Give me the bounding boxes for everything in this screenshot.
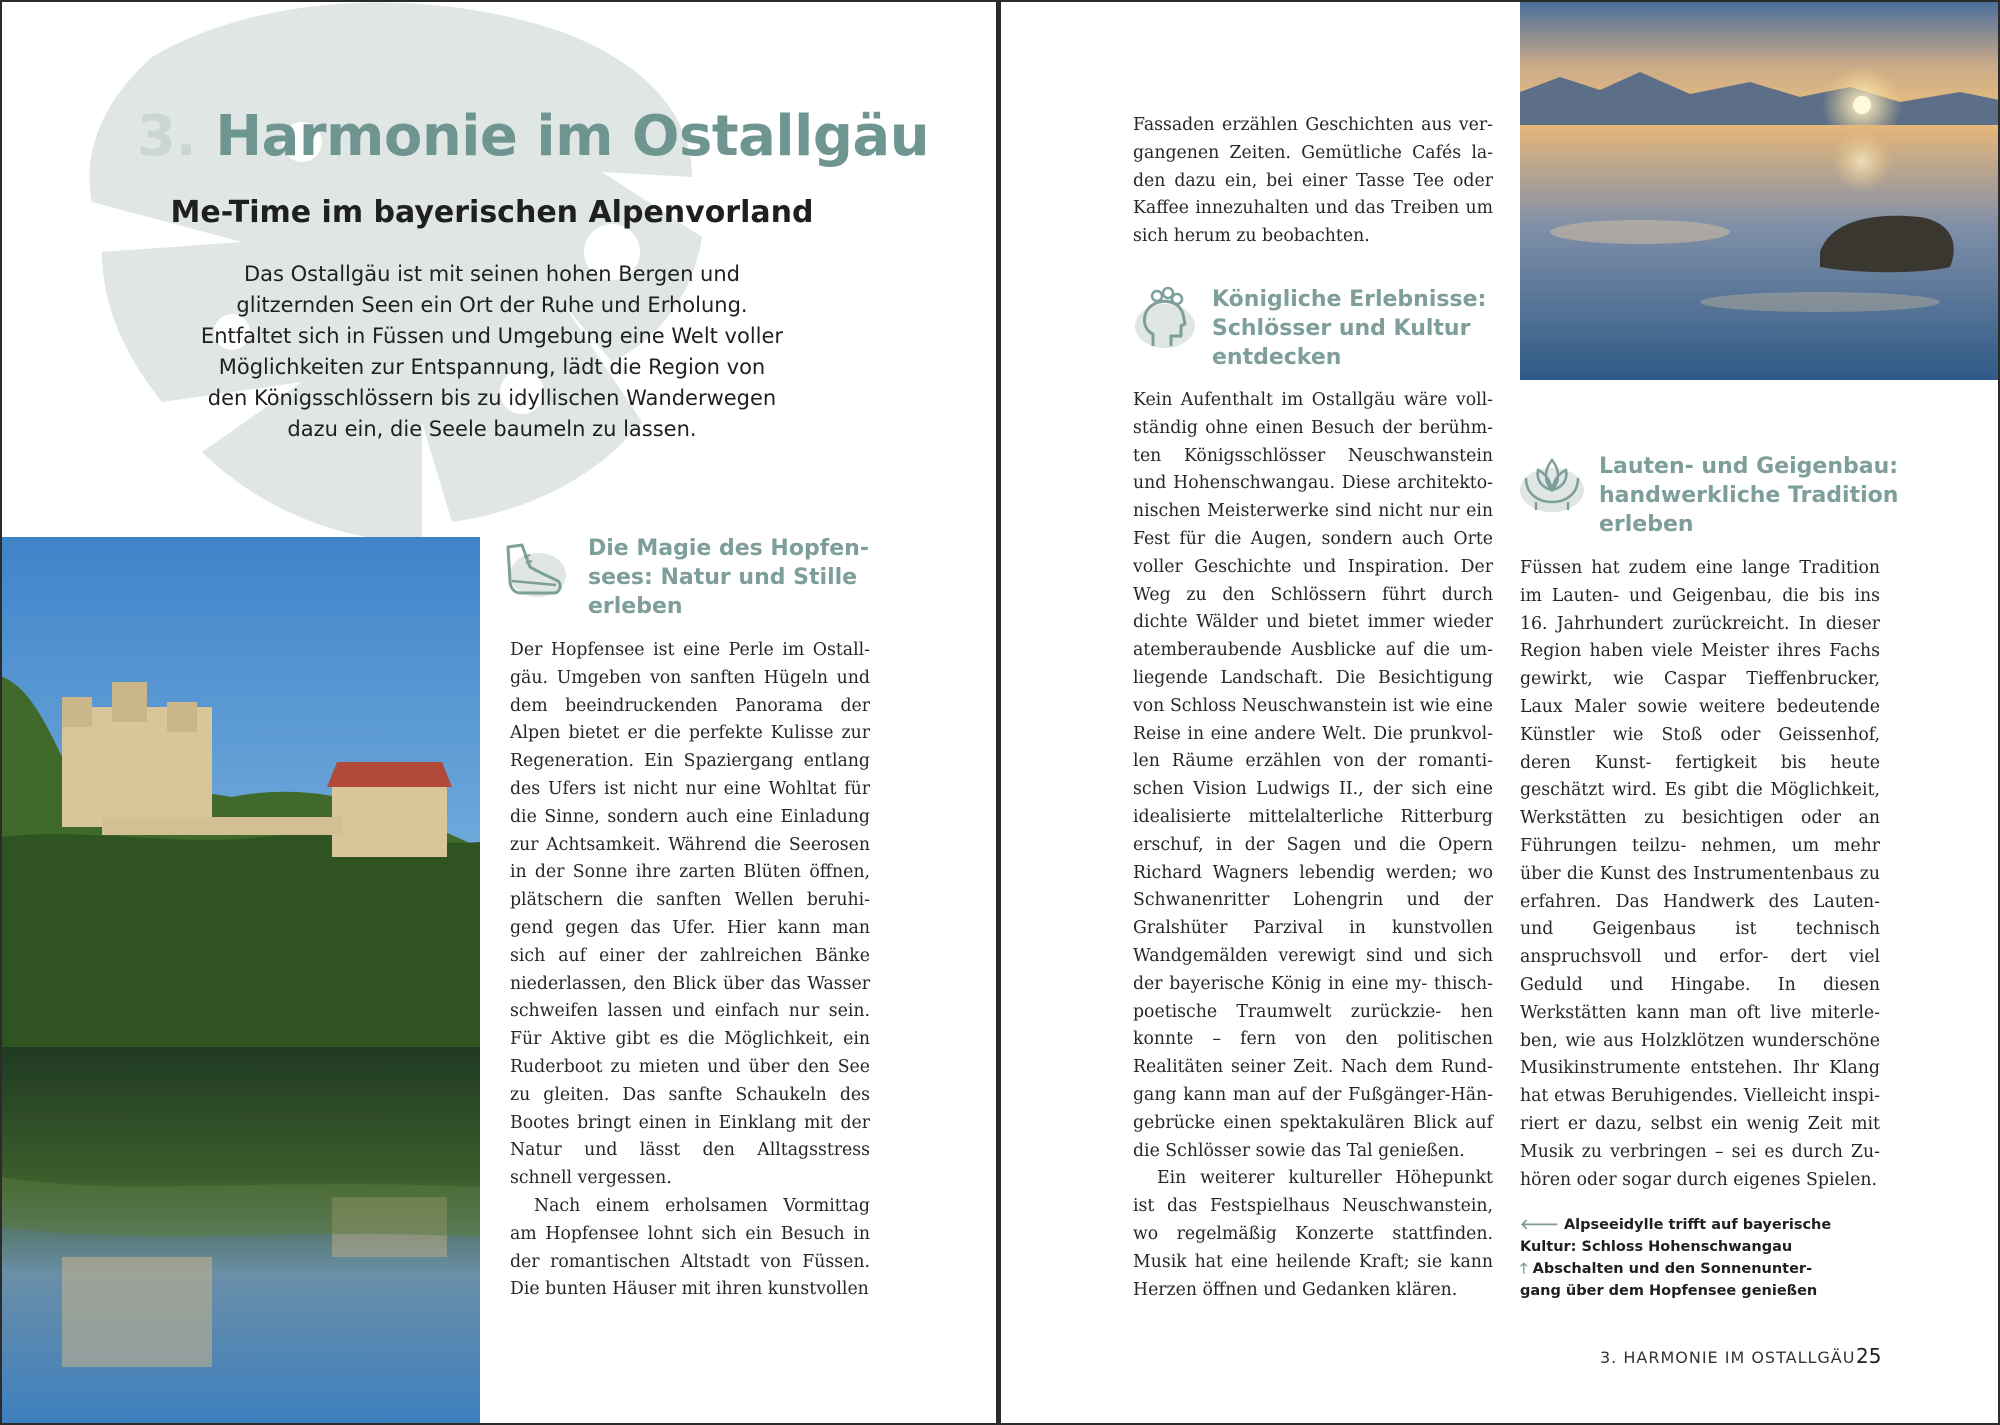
- running-head: 3. HARMONIE IM OSTALLGÄU: [1600, 1348, 1856, 1367]
- right-page: [1001, 0, 2000, 1425]
- section-heading-culture: Königliche Erlebnisse: Schlösser und Kultur entdecken: [1212, 287, 1487, 370]
- continuation-text: [1133, 112, 1493, 251]
- paragraph: Kein Aufenthalt im Ostallgäu wäre voll- ständig ohne einen Besuch der berühm- ten Königsschlösser Neuschwanstein und Hohenschwangau. Diese architekto- nischen Meisterwerke sind nicht nur ein Fest für die Augen, sondern auch Orte voller Geschichte und Inspiration. Der Weg zu den Schlössern führt durch dichte Wälder und bietet immer wieder atemberaubende Ausblicke auf die um- liegende Landschaft. Die Besichtigung von Schloss Neuschwanstein ist wie eine Reise in eine andere Welt. Die prunkvol- len Räume erzählen von der romanti- schen Vision Ludwigs II., der sich eine idealisierte mittelalterliche Ritterburg erschuf, in der Sagen und die Opern Richard Wagners lebendig werden; wo Schwanenritter Lohengrin und der Gralshüter Parzival in kunstvollen Wandgemälden verewigt sind und sich der bayerische König in eine my- thisch-poetische Traumwelt zurückzie- hen konnte – fern von den politischen Realitäten seiner Zeit. Nach dem Rund- gang kann man auf der Fußgänger-Hän- gebrücke einen spektakulären Blick auf die Schlösser sowie das Tal genießen.: [1133, 390, 1494, 1161]
- intro-line: Möglichkeiten zur Entspannung, lädt die Region von: [218, 355, 766, 379]
- paragraph: Fassaden erzählen Geschichten aus ver- gangenen Zeiten. Gemütliche Cafés la- den dazu ein, bei einer Tasse Tee oder Kaffee innezuhalten und das Treiben um sich herum zu beobachten.: [1133, 115, 1493, 247]
- photo-captions: [1520, 1214, 1850, 1302]
- page-number: 25: [1856, 1344, 1882, 1368]
- section-heading-hopfensee: Die Magie des Hopfen- sees: Natur und Stille erleben: [588, 536, 869, 619]
- paragraph: Füssen hat zudem eine lange Tradition im Lauten- und Geigenbau, die bis ins 16. Jahrhundert zurückreicht. In dieser Region haben viele Meister ihres Fachs gewirkt, wie Caspar Tieffenbrucker, Laux Maler sowie weitere bedeutende Künstler wie Stoß oder Geissenhof, deren Kunst- fertigkeit bis heute geschätzt wird. Es gibt die Möglichkeit, Werkstätten zu besichtigen oder an Führungen teilzu- nehmen, um mehr über die Kunst des Instrumentenbaus zu erfahren. Das Handwerk des Lauten- und Geigenbaus ist technisch anspruchsvoll und erfor- dert viel Geduld und Hingabe. In diesen Werkstätten kann man oft live miterle- ben, wie aus Holzklötzen wunderschöne Musikinstrumente entstehen. Ihr Klang hat etwas Beruhigendes. Vielleicht inspi- riert er dazu, selbst ein wenig Zeit mit Musik zu verbringen – sei es durch Zu- hören oder sogar durch eigenes Spielen.: [1520, 558, 1881, 1190]
- intro-line: glitzernden Seen ein Ort der Ruhe und Erholung.: [236, 293, 748, 317]
- chapter-subtitle: Me-Time im bayerischen Alpenvorland: [170, 195, 814, 230]
- lotus-hands-icon: [1516, 448, 1588, 520]
- caption-sunset: 🡑 Abschalten und den Sonnenunter- gang über dem Hopfensee genießen: [1520, 1261, 1818, 1299]
- culture-body-text: [1133, 387, 1493, 1304]
- intro-line: den Königsschlössern bis zu idyllischen Wanderwegen: [207, 386, 777, 410]
- chapter-number: 3.: [137, 104, 197, 169]
- hopfensee-body-text: [510, 637, 870, 1304]
- sunset-lake-photo: [1520, 2, 2000, 380]
- chapter-title-text: Harmonie im Ostallgäu: [215, 104, 930, 169]
- intro-paragraph: [182, 259, 802, 445]
- section-heading-craft: Lauten- und Geigenbau: handwerkliche Tradition erleben: [1599, 454, 1899, 537]
- paragraph: Ein weiterer kultureller Höhepunkt ist das Festspielhaus Neuschwanstein, wo regelmäßig Konzerte stattfinden. Musik hat eine heilende Kraft; sie kann Herzen öffnen und Gedanken klären.: [1133, 1168, 1494, 1300]
- chapter-title: [137, 104, 929, 169]
- intro-line: Entfaltet sich in Füssen und Umgebung eine Welt voller: [200, 324, 784, 348]
- paragraph: Der Hopfensee ist eine Perle im Ostall- gäu. Umgeben von sanften Hügeln und dem beeindruckenden Panorama der Alpen bietet er die perfekte Kulisse zur Regeneration. Ein Spaziergang entlang des Ufers ist nicht nur eine Wohltat für die Sinne, sondern auch eine Einladung zur Achtsamkeit. Während die Seerosen in der Sonne ihre zarten Blüten öffnen, plätschern die sanften Wellen beruhi- gend gegen das Ufer. Hier kann man sich auf einer der zahlreichen Bänke niederlassen, den Blick über das Wasser schweifen lassen und einfach nur sein. Für Aktive gibt es die Möglichkeit, ein Ruderboot zu mieten und über den See zu gleiten. Das sanfte Schaukeln des Bootes bringt einen in Einklang mit der Natur und lässt den Alltagsstress schnell vergessen.: [510, 640, 870, 1189]
- head-flowers-icon: [1131, 284, 1203, 356]
- caption-castle: 🡐 Alpseeidylle trifft auf bayerische Kultur: Schloss Hohenschwangau: [1520, 1217, 1832, 1255]
- paragraph: Nach einem erholsamen Vormittag am Hopfensee lohnt sich ein Besuch in der romantischen Altstadt von Füssen. Die bunten Häuser mit ihren kunstvollen: [510, 1195, 870, 1300]
- craft-body-text: [1520, 555, 1880, 1194]
- intro-line: dazu ein, die Seele baumeln zu lassen.: [287, 417, 697, 441]
- arrow-left-icon: 🡐: [1520, 1217, 1559, 1233]
- left-page: [0, 0, 998, 1425]
- castle-lake-photo: [2, 537, 480, 1425]
- intro-line: Das Ostallgäu ist mit seinen hohen Bergen und: [243, 262, 741, 286]
- hiking-shoe-icon: [500, 537, 572, 609]
- arrow-up-icon: 🡑: [1520, 1261, 1528, 1277]
